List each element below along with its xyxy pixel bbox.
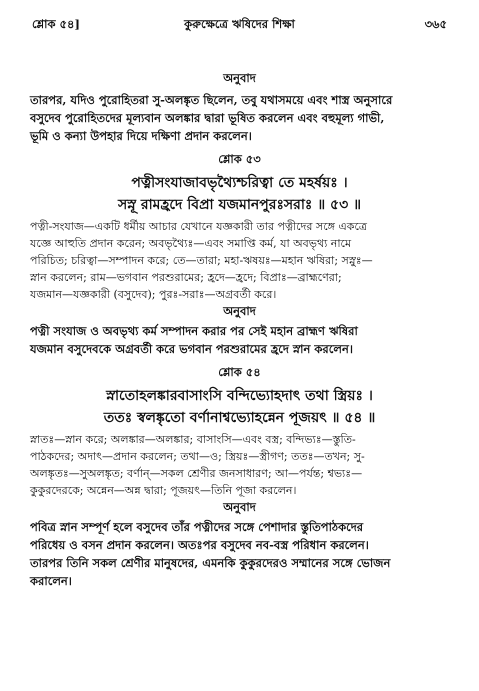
page-content [30,70,449,590]
translation-1-line-3: ভূমি ও কন্যা উপহার দিয়ে দক্ষিণা প্রদান করলেন। [30,129,252,143]
verse-54-line-1: স্নাতোহলঙ্কারবাসাংসি বন্দিভ্যোহদাৎ তথা স্ত্রিয়ঃ । [106,388,373,404]
page-header [32,16,447,34]
verse-54-title: শ্লোক ৫৪ [218,365,261,379]
header-verse-ref: শ্লোক ৫৪] [32,17,80,31]
verse-53-line-1: পত্নীসংযাজাবভৃথ্যৈশ্চরিত্বা তে মহর্ষয়ঃ । [131,175,348,191]
header-chapter-title: কুরুক্ষেত্রে ঋষিদের শিক্ষা [184,17,295,31]
verse-54-line-2: ততঃ স্বলঙ্কৃতো বর্ণানাশ্বভ্যোহন্নেন পূজয়ৎ ॥ ৫৪ ॥ [103,410,376,426]
translation-1-line-2: বসুদেব পুরোহিতদের মূল্যবান অলঙ্কার দ্বারা ভূষিত করলেন এবং বহুমূল্য গাভী, [30,111,385,125]
page-number: ৩৬৫ [424,17,447,31]
synonyms-53-line-3: পরিচিত; চরিত্বা—সম্পাদন করে; তে—তারা; মহা-ঋষয়ঃ—মহান ঋষিরা; সস্নুঃ— [30,254,373,267]
synonyms-54-line-2: পাঠকদের; অদাৎ—প্রদান করলেন; তথা—ও; স্ত্রিয়ঃ—স্ত্রীগণ; ততঃ—তখন; সু- [30,450,365,463]
synonyms-54-line-4: কুকুরদেরকে; অন্নেন—অন্ন দ্বারা; পূজয়ৎ—তিনি পূজা করলেন। [30,484,297,497]
synonyms-53-line-2: যজ্ঞে আহুতি প্রদান করেন; অবভৃথ্যৈঃ—এবং সমাপ্তি কর্ম, যা অবভৃথ্য নামে [30,237,352,250]
translation-54-line-4: করালেন। [30,574,72,588]
verse-53-line-2: সস্নূ রামহ্রদে বিপ্রা যজমানপুরঃসরাঃ ॥ ৫৩ ॥ [117,197,362,213]
synonyms-53-line-4: স্নান করলেন; রাম—ভগবান পরশুরামের; হ্রদে—হ্রদে; বিপ্রাঃ—ব্রাহ্মণেরা; [30,271,342,284]
synonyms-54-line-1: স্নাতঃ—স্নান করে; অলঙ্কার—অলঙ্কার; বাসাংসি—এবং বস্ত্র; বন্দিভ্যঃ—স্তুতি- [30,433,356,446]
translation-heading-54: অনুবাদ [223,500,256,514]
translation-54-line-1: পবিত্র স্নান সম্পূর্ণ হলে বসুদেব তাঁর পত্নীদের সঙ্গে পেশাদার স্তুতিপাঠকদের [30,520,364,534]
synonyms-54-line-3: অলঙ্কৃতঃ—সুঅলঙ্কৃত; বর্ণান্—সকল শ্রেণীর জনসাধারণ; আ—পর্যন্ত; শ্বভ্যঃ— [30,467,363,480]
synonyms-53-line-1: পত্নী-সংযাজ—একটি ধর্মীয় আচার যেখানে যজ্ঞকারী তার পত্নীদের সঙ্গে একত্রে [30,220,367,233]
verse-53-title: শ্লোক ৫৩ [218,152,261,166]
translation-54-line-2: পরিধেয় ও বসন প্রদান করলেন। অতঃপর বসুদেব নব-বস্ত্র পরিধান করলেন। [30,538,369,552]
translation-heading-1: অনুবাদ [223,71,256,85]
translation-54-line-3: তারপর তিনি সকল শ্রেণীর মানুষদের, এমনকি কুকুরদেরও সম্মানের সঙ্গে ভোজন [30,556,391,570]
translation-53-line-1: পত্নী সংযাজ ও অবভৃথ্য কর্ম সম্পাদন করার পর সেই মহান ব্রাহ্মণ ঋষিরা [30,324,358,338]
synonyms-53-line-5: যজমান—যজ্ঞকারী (বসুদেব); পুরঃ-সরাঃ—অগ্রবর্তী করে। [30,288,277,301]
translation-1-line-1: তারপর, যদিও পুরোহিতরা সু-অলঙ্কৃত ছিলেন, তবু যথাসময়ে এবং শাস্ত্র অনুসারে [30,93,393,107]
translation-heading-53: অনুবাদ [223,304,256,318]
translation-53-line-2: যজমান বসুদেবকে অগ্রবর্তী করে ভগবান পরশুরামের হ্রদে স্নান করলেন। [30,342,353,356]
